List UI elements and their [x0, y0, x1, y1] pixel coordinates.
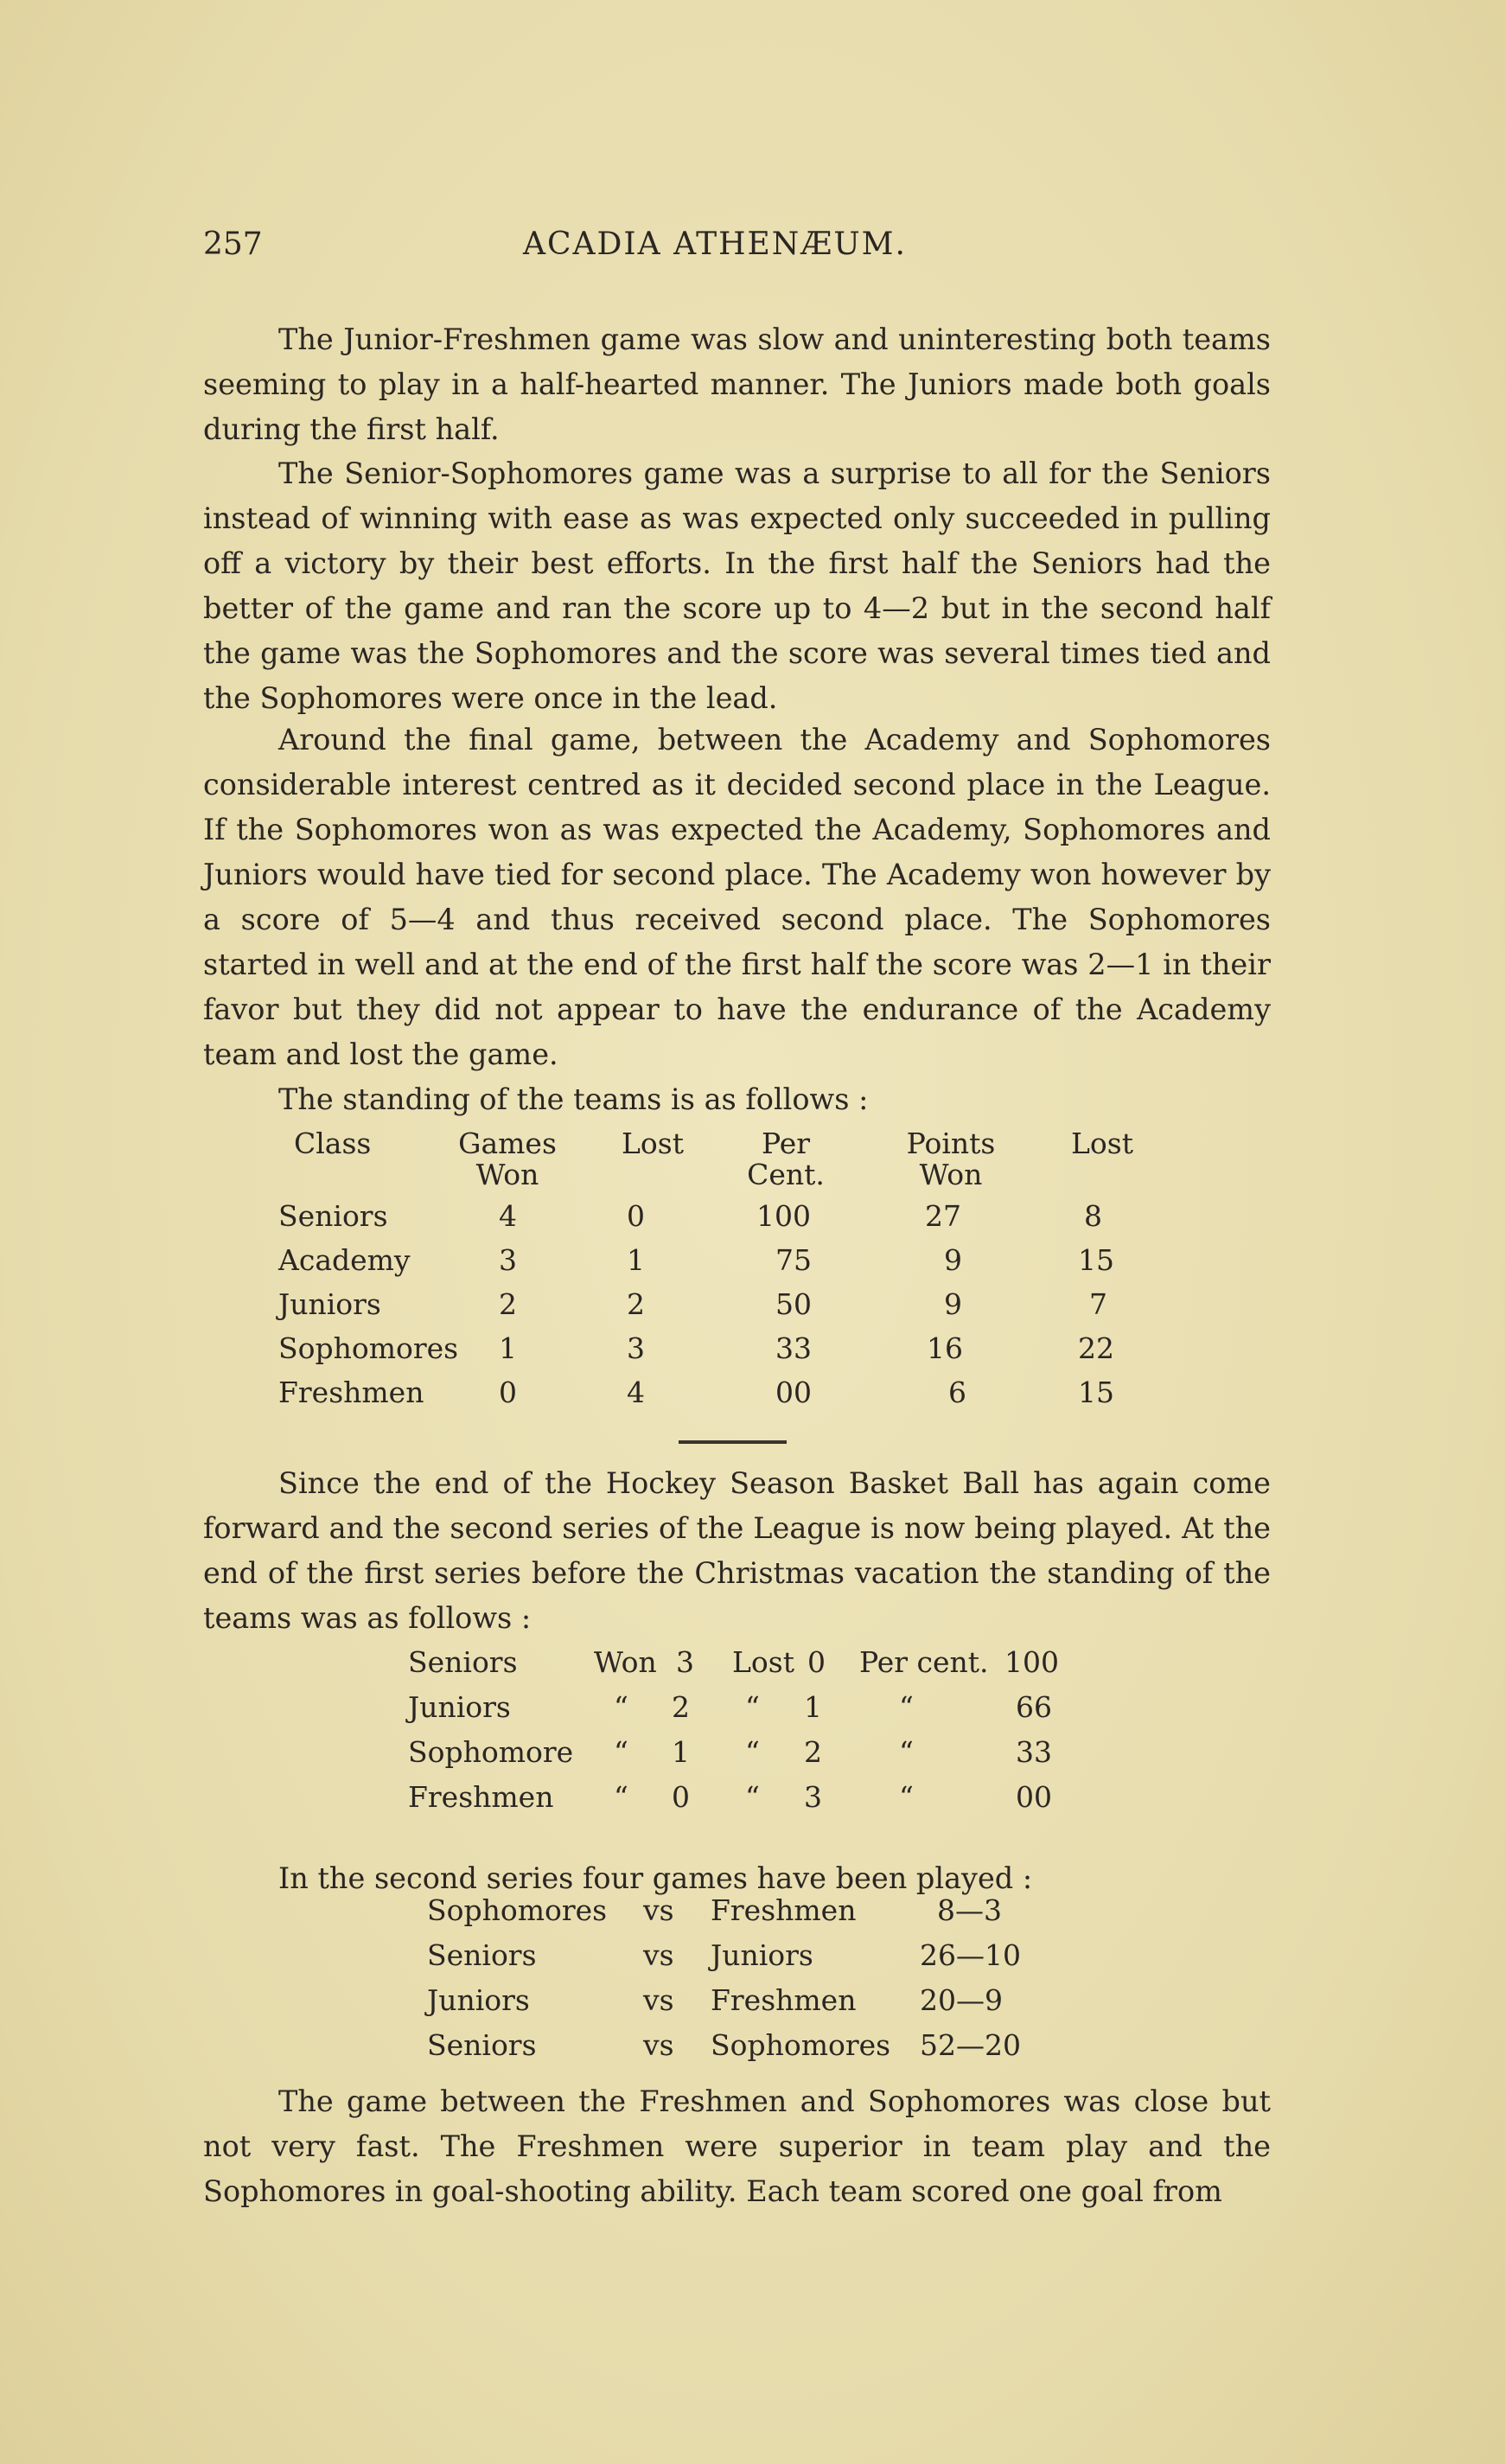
table-cell: Juniors [278, 1287, 381, 1321]
table-cell: “ [899, 1780, 914, 1814]
table-cell: 7 [1089, 1287, 1107, 1321]
table-header: Lost [622, 1127, 684, 1160]
journal-title: ACADIA ATHENÆUM. [523, 227, 907, 262]
table-cell: 3 [804, 1780, 822, 1814]
table-cell: 1 [804, 1690, 822, 1724]
paragraph-standing-intro: The standing of the teams is as follows : [278, 1082, 869, 1116]
paragraph-freshmen-sophomores: The game between the Freshmen and Sophomores was close but not very fast. The Freshmen were superior in team play and the Sophomores in goal-shooting ability. Each team scored one goal from [203, 2084, 1271, 2208]
table-cell: 0 [499, 1376, 517, 1409]
table-cell: 00 [775, 1376, 812, 1409]
paragraph-final-game: Around the final game, between the Academy and Sophomores considerable interest centred as it decided second place in the League. If the Sophomores won as was expected the Academy, Sophomores and Juniors would have tied for second place. The Academy won however by a score of 5—4 and thus received second place. The Sophomores started in well and at the end of the first half the score was 2—1 in their favor but they did not appear to have the endurance of the Academy team and lost the game. [203, 723, 1271, 1071]
table-cell: 52—20 [920, 2028, 1021, 2062]
table-cell: “ [745, 1780, 760, 1814]
table-cell: 3 [627, 1331, 645, 1365]
table-cell: “ [614, 1735, 628, 1769]
table-cell: “ [614, 1780, 628, 1814]
table-cell: 3 [676, 1645, 694, 1679]
table-cell: Seniors [427, 2028, 537, 2062]
table-cell: vs [643, 1983, 674, 2017]
table-header: Lost [1071, 1127, 1133, 1160]
table-cell: 0 [807, 1645, 826, 1679]
table-cell: 0 [672, 1780, 690, 1814]
table-cell: Freshmen [278, 1376, 424, 1409]
table-header: Points Won [906, 1127, 996, 1191]
table-cell: 33 [775, 1331, 812, 1365]
paragraph-junior-freshmen: The Junior-Freshmen game was slow and uninteresting both teams seeming to play in a half-hearted manner. The Juniors made both goals during the first half. [203, 322, 1271, 446]
table-header: Games Won [458, 1127, 557, 1191]
table-cell: vs [643, 2028, 674, 2062]
table-cell: 3 [499, 1243, 517, 1277]
table-header: Per Cent. [747, 1127, 825, 1191]
table-cell: 2 [672, 1690, 690, 1724]
table-cell: 66 [1016, 1690, 1052, 1724]
table-cell: 8 [1084, 1199, 1102, 1233]
table-cell: 4 [627, 1376, 645, 1409]
table-cell: vs [643, 1938, 674, 1972]
table-cell: 1 [672, 1735, 690, 1769]
table-cell: 15 [1078, 1376, 1114, 1409]
page-header [203, 227, 1266, 270]
table-cell: Won [594, 1645, 657, 1679]
table-cell: Sophomores [278, 1331, 459, 1365]
table-cell: “ [899, 1735, 914, 1769]
table-cell: Seniors [278, 1199, 388, 1233]
table-cell: 8—3 [937, 1893, 1002, 1927]
table-cell: Sophomores [711, 2028, 891, 2062]
table-cell: Academy [278, 1243, 411, 1277]
table-cell: 4 [499, 1199, 517, 1233]
table-cell: 16 [927, 1331, 963, 1365]
table-cell: 27 [925, 1199, 961, 1233]
page-number: 257 [203, 227, 263, 262]
table-cell: 6 [948, 1376, 966, 1409]
table-cell: 1 [499, 1331, 517, 1365]
table-cell: Freshmen [711, 1893, 857, 1927]
table-cell: 9 [944, 1243, 962, 1277]
table-cell: 33 [1016, 1735, 1052, 1769]
table-cell: 9 [944, 1287, 962, 1321]
table-cell: Sophomore [408, 1735, 574, 1769]
table-cell: 0 [627, 1199, 645, 1233]
table-cell: Seniors [408, 1645, 518, 1679]
table-cell: 2 [804, 1735, 822, 1769]
table-cell: Seniors [427, 1938, 537, 1972]
table-cell: 100 [1004, 1645, 1059, 1679]
table-cell: “ [745, 1690, 760, 1724]
table-cell: 22 [1078, 1331, 1114, 1365]
table-cell: 00 [1016, 1780, 1052, 1814]
table-cell: “ [745, 1735, 760, 1769]
paragraph-senior-sophomores: The Senior-Sophomores game was a surprise to all for the Seniors instead of winning with ease as was expected only succeeded in pulling off a victory by their best efforts. In the first half the Seniors had the better of the game and ran the score up to 4—2 but in the second half the game was the Sophomores and the score was several times tied and the Sophomores were once in the lead. [203, 456, 1271, 715]
table-cell: Freshmen [711, 1983, 857, 2017]
table-cell: Juniors [711, 1938, 813, 1972]
table-cell: 2 [627, 1287, 645, 1321]
table-cell: Freshmen [408, 1780, 554, 1814]
table-cell: 15 [1078, 1243, 1114, 1277]
table-cell: 20—9 [920, 1983, 1003, 2017]
table-cell: 50 [775, 1287, 812, 1321]
paragraph-second-series: In the second series four games have been played : [278, 1861, 1033, 1895]
table-cell: 26—10 [920, 1938, 1021, 1972]
table-cell: vs [643, 1893, 674, 1927]
table-cell: 75 [775, 1243, 812, 1277]
table-cell: 1 [627, 1243, 645, 1277]
table-cell: Juniors [427, 1983, 530, 2017]
table-cell: Juniors [408, 1690, 511, 1724]
table-cell: “ [899, 1690, 914, 1724]
section-divider [679, 1440, 787, 1444]
table-cell: 2 [499, 1287, 517, 1321]
table-cell: Lost [732, 1645, 794, 1679]
table-cell: Sophomores [427, 1893, 608, 1927]
table-cell: 100 [756, 1199, 811, 1233]
table-header: Class [294, 1127, 372, 1160]
table-cell: Per cent. [859, 1645, 989, 1679]
paragraph-basket-ball: Since the end of the Hockey Season Basket Ball has again come forward and the second series of the League is now being played. At the end of the first series before the Christmas vacation the standing of the teams was as follows : [203, 1466, 1271, 1635]
table-cell: “ [614, 1690, 628, 1724]
